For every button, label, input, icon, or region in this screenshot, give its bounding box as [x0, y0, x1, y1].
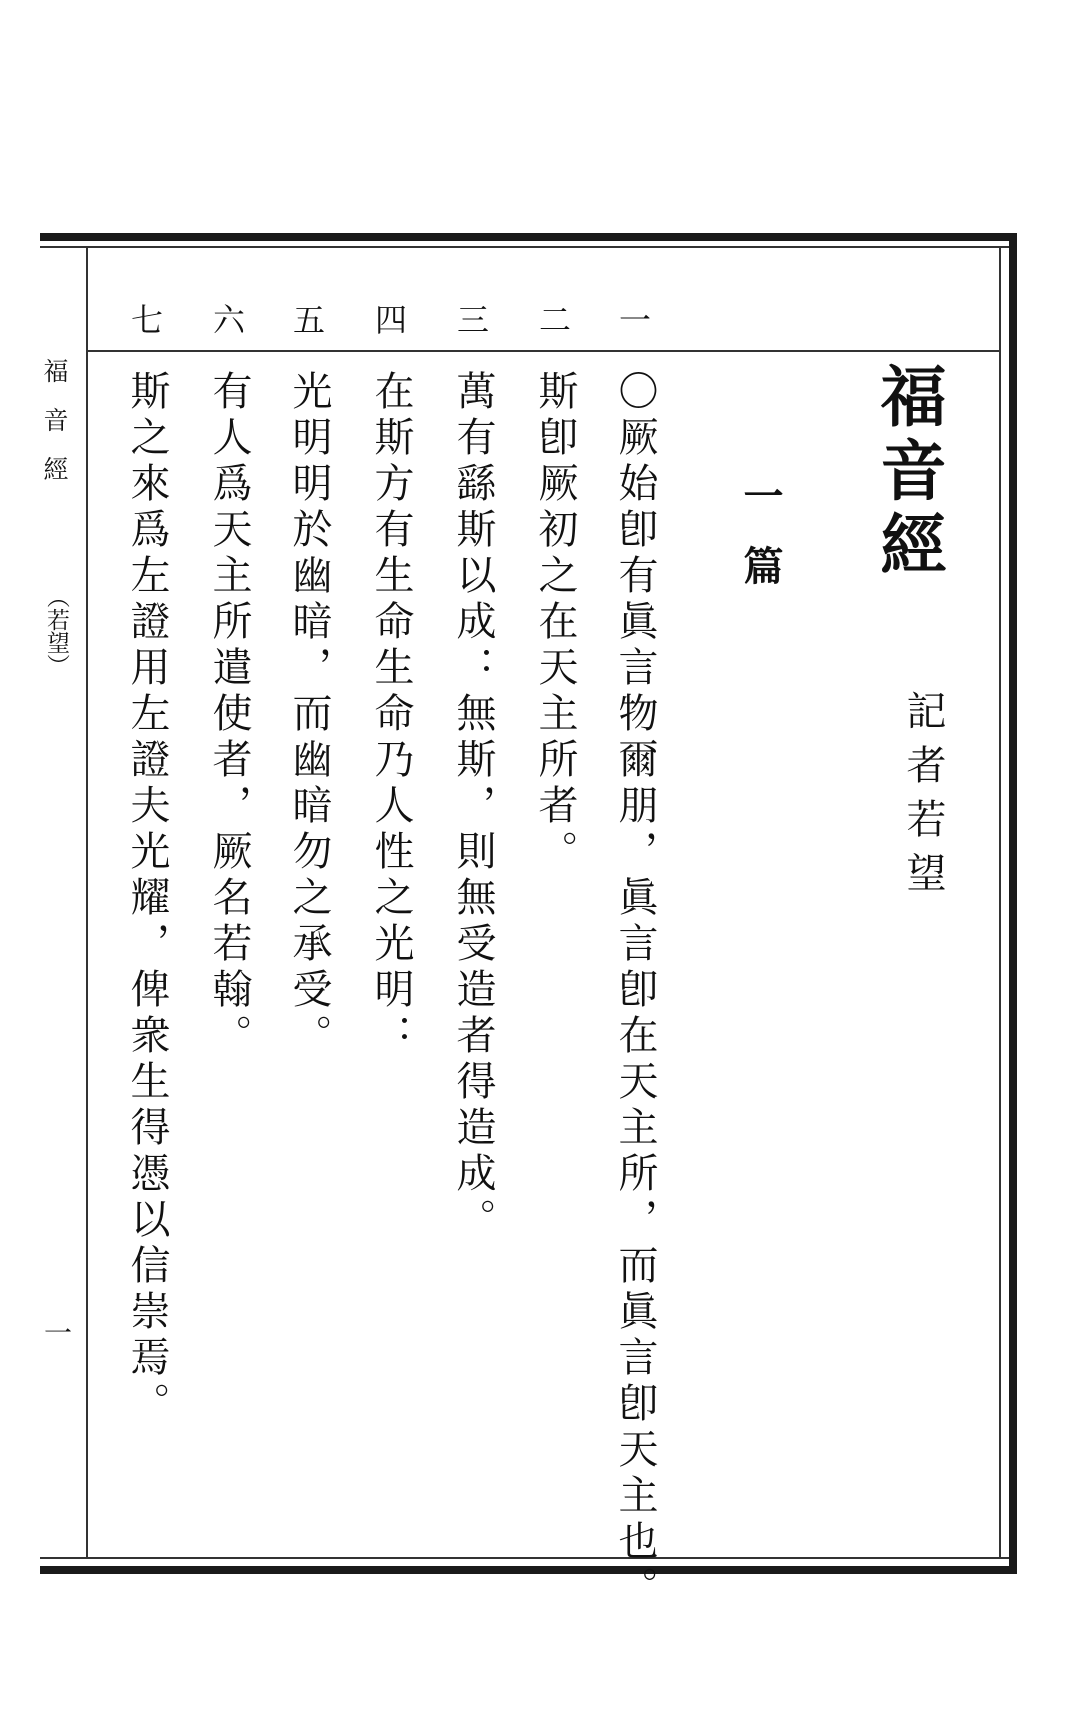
verse-7: 斯之來爲左證用左證夫光耀，俾衆生得憑以信崇焉。: [124, 370, 170, 1428]
verse-number-7: 七: [130, 301, 163, 339]
book-title: 福音經: [869, 362, 947, 584]
verse-6: 有人爲天主所遣使者，厥名若翰。: [206, 370, 252, 1060]
verse-number-4: 四: [374, 301, 407, 339]
verse-5: 光明明於幽暗，而幽暗勿之承受。: [286, 370, 332, 1060]
frame-top-rule: [40, 233, 1016, 241]
recorder-line: 記者若望: [900, 690, 946, 906]
frame-bottom-rule: [40, 1566, 1016, 1574]
margin-book-title: 福音經: [40, 358, 69, 505]
verse-number-1: 一: [618, 301, 651, 339]
frame-top-inner-rule: [40, 246, 1016, 248]
verse-number-3: 三: [456, 301, 489, 339]
verse-1: 〇厥始卽有眞言物爾朋，眞言卽在天主所，而眞言卽天主也。: [612, 370, 658, 1612]
verse-number-5: 五: [292, 301, 325, 339]
chapter-heading: 一篇: [737, 475, 784, 615]
frame-left-rule: [86, 248, 88, 1558]
verse-number-6: 六: [212, 301, 245, 339]
frame-right-inner-rule: [999, 248, 1001, 1558]
page-number: 一: [40, 1318, 73, 1346]
margin-author: （若望）: [43, 585, 69, 677]
verse-number-2: 二: [538, 301, 571, 339]
frame-bottom-inner-rule: [40, 1557, 1016, 1559]
frame-right-rule: [1009, 233, 1017, 1574]
verse-4: 在斯方有生命生命乃人性之光明：: [368, 370, 414, 1060]
verse-3: 萬有繇斯以成：無斯，則無受造者得造成。: [450, 370, 496, 1244]
verse-number-divider: [88, 350, 999, 352]
verse-2: 斯卽厥初之在天主所者。: [532, 370, 578, 876]
